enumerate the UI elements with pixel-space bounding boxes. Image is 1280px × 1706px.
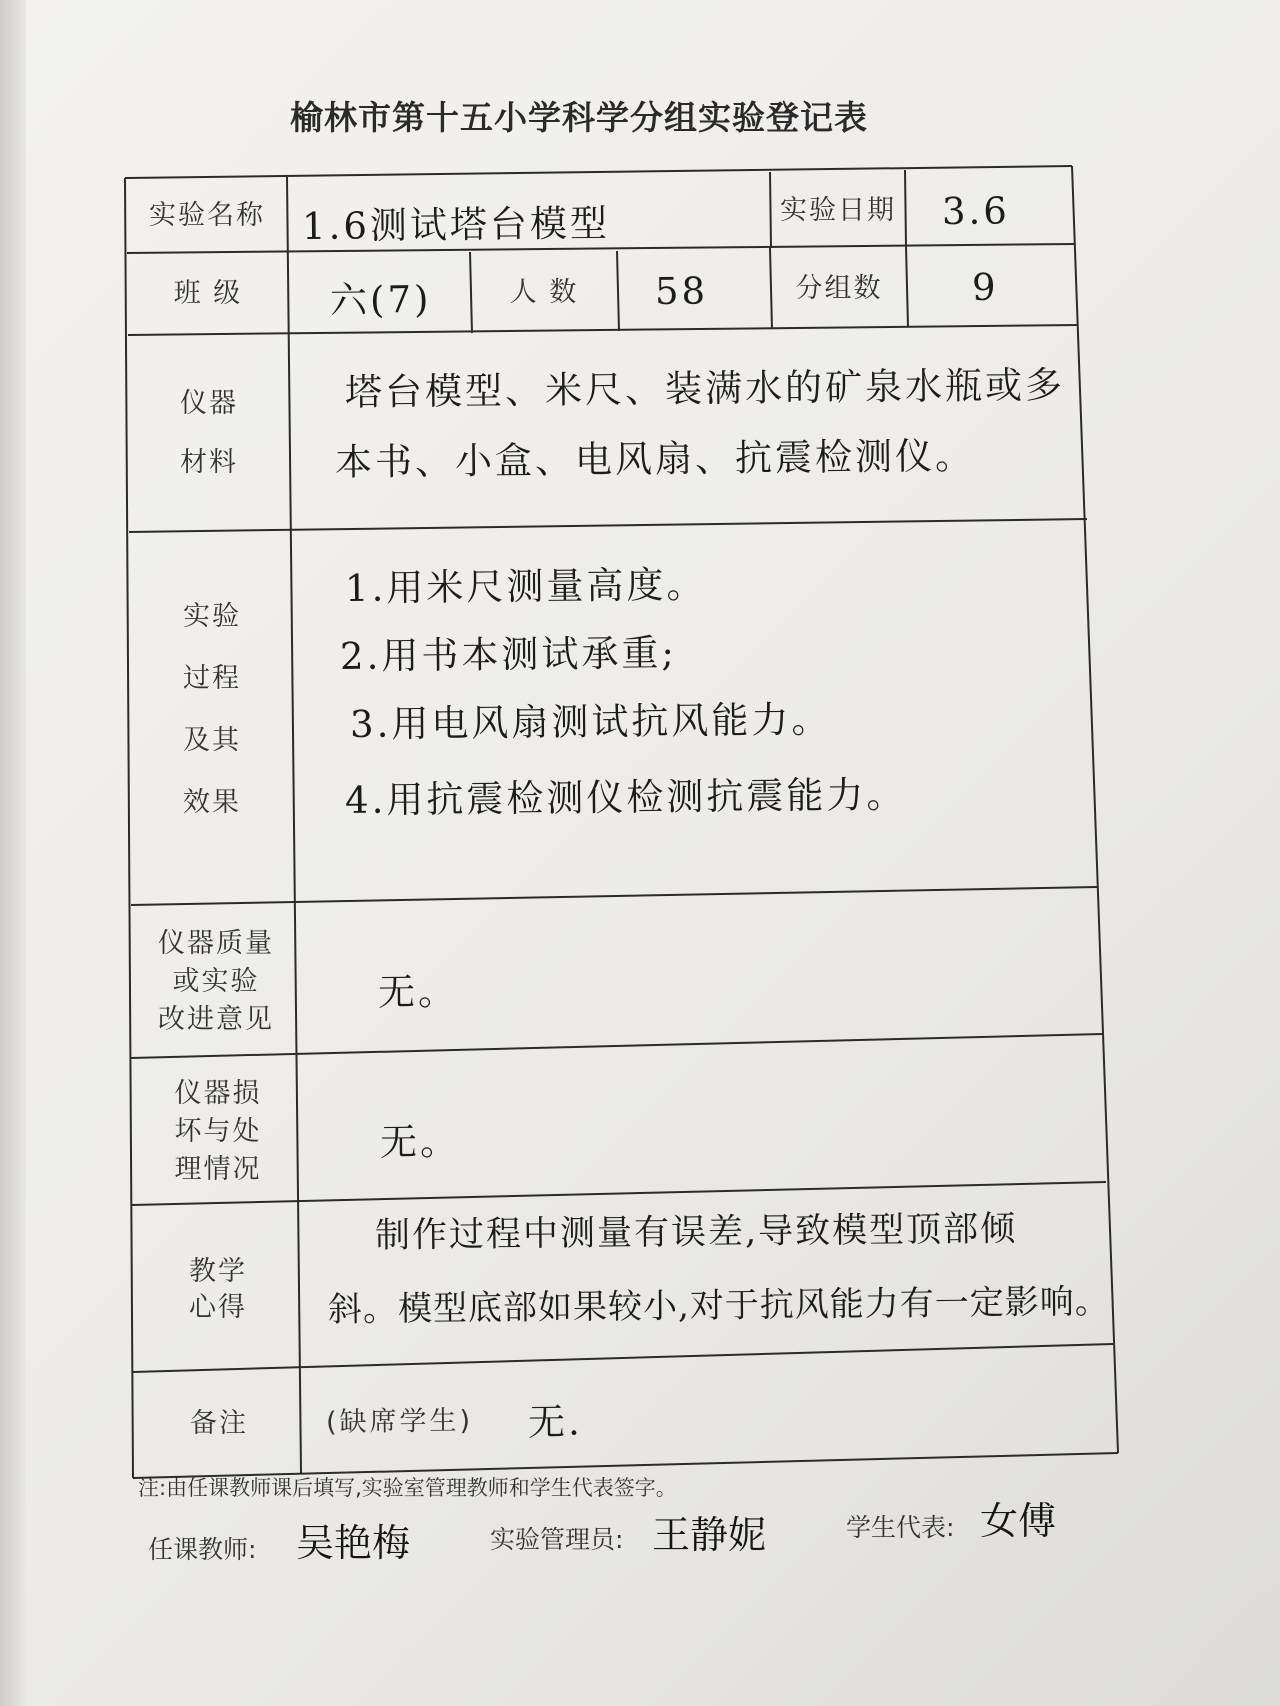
process-step: 4.用抗震检测仪检测抗震能力。 xyxy=(344,773,907,822)
damage-label-line: 坏与处 xyxy=(174,1116,262,1148)
experiment-name-value: 1.6测试塔台模型 xyxy=(301,201,611,248)
quality-label-line: 改进意见 xyxy=(158,1003,274,1035)
quality-value: 无。 xyxy=(377,970,459,1014)
student-label: 学生代表: xyxy=(846,1513,955,1542)
remarks-label: 备注 xyxy=(190,1407,248,1439)
process-step: 3.用电风扇测试抗风能力。 xyxy=(349,697,832,746)
form-title: 榆林市第十五小学科学分组实验登记表 xyxy=(290,98,868,137)
process-label-line: 效果 xyxy=(183,787,241,819)
process-label-line: 过程 xyxy=(183,662,241,694)
quality-label xyxy=(134,910,298,1054)
teaching-line-1: 制作过程中测量有误差,导致模型顶部倾 xyxy=(374,1209,1018,1256)
process-label xyxy=(132,560,292,860)
quality-label-line: 或实验 xyxy=(172,966,260,998)
process-label-line: 及其 xyxy=(183,725,241,756)
admin-label: 实验管理员: xyxy=(490,1525,624,1554)
admin-signature: 王静妮 xyxy=(652,1513,767,1557)
class-value: 六(7) xyxy=(329,277,432,322)
teaching-label-line: 心得 xyxy=(189,1292,247,1323)
teaching-label-line: 教学 xyxy=(189,1255,247,1287)
student-signature: 女傅 xyxy=(980,1499,1057,1543)
damage-value: 无。 xyxy=(379,1120,461,1164)
people-count-label: 人 数 xyxy=(509,276,579,308)
materials-label xyxy=(130,338,288,528)
damage-label xyxy=(136,1062,300,1202)
teacher-signature: 吴艳梅 xyxy=(296,1521,411,1565)
process-step: 2.用书本测试承重; xyxy=(339,631,678,678)
remarks-prefix: (缺席学生) xyxy=(325,1405,474,1438)
group-count-label: 分组数 xyxy=(795,272,883,304)
damage-label-line: 理情况 xyxy=(174,1153,262,1185)
materials-label-line: 材料 xyxy=(180,447,238,478)
experiment-date-label: 实验日期 xyxy=(780,194,896,226)
materials-label-line: 仪器 xyxy=(180,387,238,419)
quality-label-line: 仪器质量 xyxy=(158,928,274,960)
materials-line-1: 塔台模型、米尺、装满水的矿泉水瓶或多 xyxy=(344,363,1066,414)
teaching-line-2: 斜。模型底部如果较小,对于抗风能力有一定影响。 xyxy=(327,1281,1111,1330)
people-count-value: 58 xyxy=(654,269,709,313)
damage-label-line: 仪器损 xyxy=(174,1078,262,1110)
experiment-name-label: 实验名称 xyxy=(149,199,265,231)
class-label: 班 级 xyxy=(173,277,243,309)
group-count-value: 9 xyxy=(971,265,999,309)
experiment-date-value: 3.6 xyxy=(941,189,1011,233)
teacher-label: 任课教师: xyxy=(148,1535,257,1564)
remarks-value: 无. xyxy=(527,1400,584,1444)
process-label-line: 实验 xyxy=(183,600,241,632)
materials-line-2: 本书、小盒、电风扇、抗震检测仪。 xyxy=(334,434,976,484)
footer-note: 注:由任课教师课后填写,实验室管理教师和学生代表签字。 xyxy=(138,1476,677,1500)
process-step: 1.用米尺测量高度。 xyxy=(344,563,707,610)
teaching-label xyxy=(136,1210,300,1370)
